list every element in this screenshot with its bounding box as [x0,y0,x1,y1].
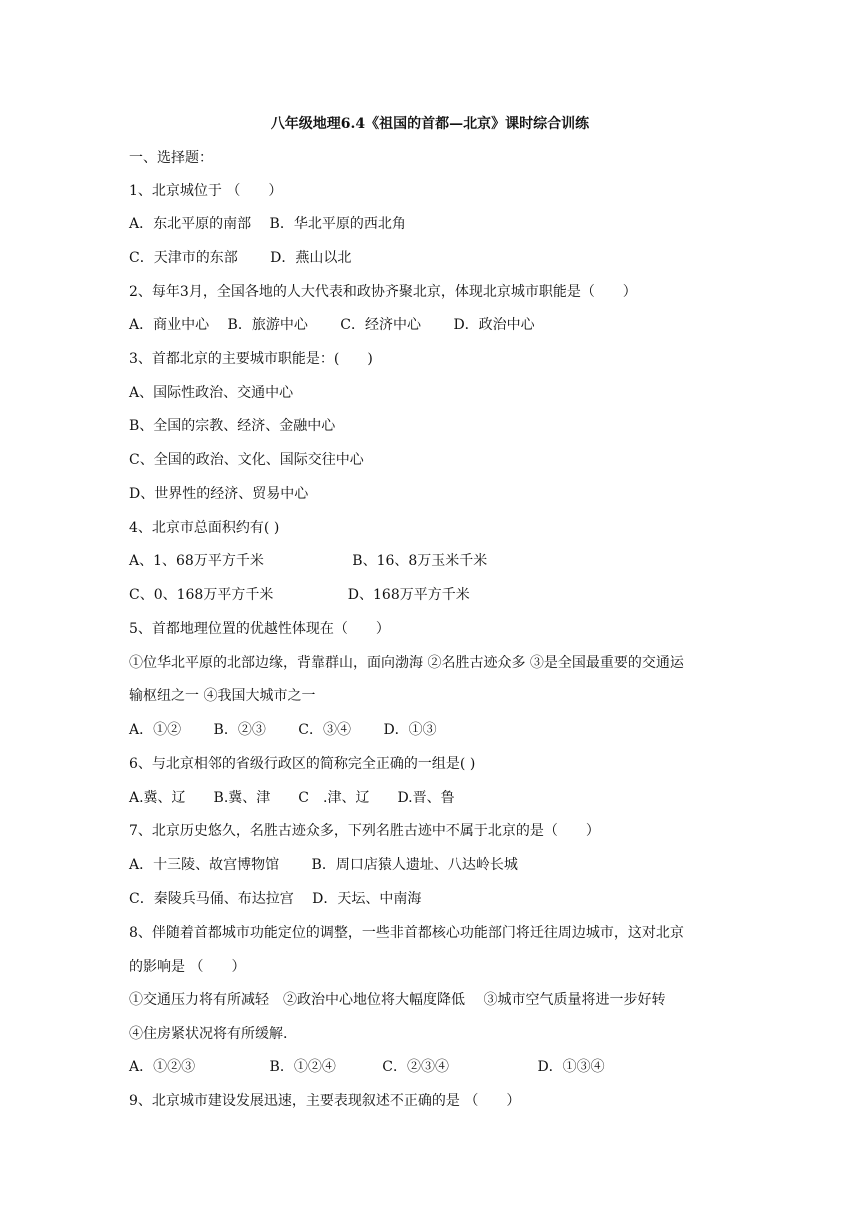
question-7-options-cd: C．秦陵兵马俑、布达拉宫 D．天坛、中南海 [129,891,422,907]
question-7-stem: 7、北京历史悠久，名胜古迹众多，下列名胜古迹中不属于北京的是（ ） [129,823,600,839]
question-1-options-ab: A．东北平原的南部 B．华北平原的西北角 [129,216,406,232]
question-3-option-b: B、全国的宗教、经济、金融中心 [129,418,336,434]
question-2-options: A．商业中心 B．旅游中心 C．经济中心 D．政治中心 [129,317,535,333]
question-6-options: A.冀、辽 B.冀、津 C .津、辽 D.晋、鲁 [129,790,455,806]
question-3-option-c: C、全国的政治、文化、国际交往中心 [129,452,364,468]
question-5-statements-line-1: ①位华北平原的北部边缘，背靠群山，面向渤海 ②名胜古迹众多 ③是全国最重要的交通运 [129,655,684,671]
question-1-options-cd: C．天津市的东部 D．燕山以北 [129,250,352,266]
question-6-stem: 6、与北京相邻的省级行政区的简称完全正确的一组是( ) [129,756,476,772]
question-5-options: A．①② B．②③ C．③④ D．①③ [129,722,437,738]
question-4-options-cd: C、0、168万平方千米 D、168万平方千米 [129,587,470,603]
question-8-statements-line-1: ①交通压力将有所减轻 ②政治中心地位将大幅度降低 ③城市空气质量将进一步好转 [129,992,666,1008]
question-9-stem: 9、北京城市建设发展迅速，主要表现叙述不正确的是 （ ） [129,1093,521,1109]
question-8-stem-line-1: 8、伴随着首都城市功能定位的调整，一些非首都核心功能部门将迁往周边城市，这对北京 [129,925,684,941]
question-3-stem: 3、首都北京的主要城市职能是：( ) [129,351,373,367]
question-4-options-ab: A、1、68万平方千米 B、16、8万玉米千米 [129,553,488,569]
question-3-option-a: A、国际性政治、交通中心 [129,385,294,401]
question-1-stem: 1、北京城位于 （ ） [129,183,283,199]
question-5-statements-line-2: 输枢纽之一 ④我国大城市之一 [129,688,316,704]
question-4-stem: 4、北京市总面积约有( ) [129,520,280,536]
question-8-options: A．①②③ B．①②④ C．②③④ D．①③④ [129,1059,605,1075]
section-heading: 一、选择题： [129,150,213,166]
question-5-stem: 5、首都地理位置的优越性体现在（ ） [129,621,390,637]
question-8-statements-line-2: ④住房紧状况将有所缓解. [129,1026,288,1042]
question-7-options-ab: A．十三陵、故宫博物馆 B．周口店猿人遗址、八达岭长城 [129,857,518,873]
question-2-stem: 2、每年3月，全国各地的人大代表和政协齐聚北京，体现北京城市职能是（ ） [129,284,637,300]
question-3-option-d: D、世界性的经济、贸易中心 [129,486,309,502]
question-8-stem-line-2: 的影响是 （ ） [129,959,246,975]
document-title: 八年级地理6.4《祖国的首都—北京》课时综合训练 [270,116,590,132]
